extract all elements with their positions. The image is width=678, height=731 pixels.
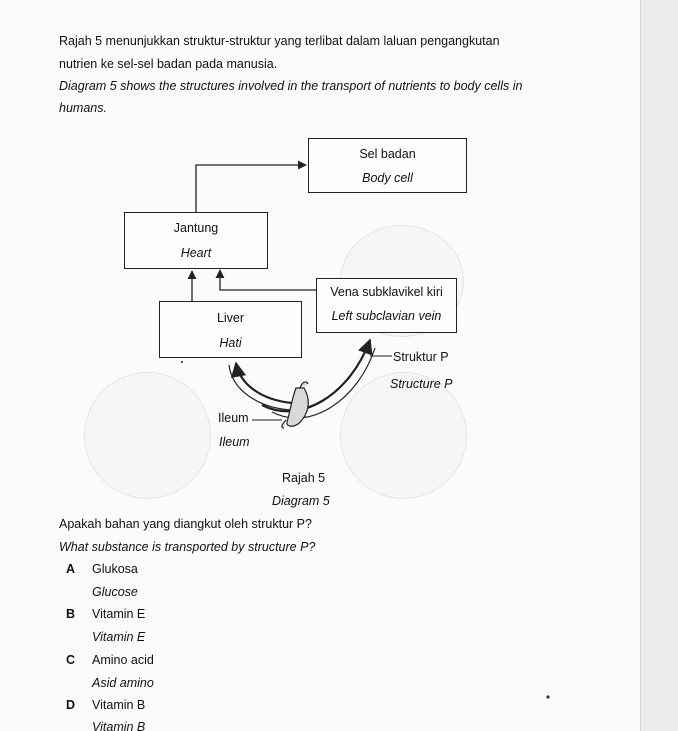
ileum-label-english: Ileum <box>219 435 250 449</box>
heart-box <box>124 212 268 269</box>
speck <box>181 361 183 363</box>
heart-to-body-cell-arrow <box>196 165 306 212</box>
option-c-english: Asid amino <box>92 676 154 690</box>
option-d-malay: Vitamin B <box>92 698 146 712</box>
body-cell-box <box>308 138 467 193</box>
option-c-malay: Amino acid <box>92 653 154 667</box>
question-english: What substance is transported by structure P? <box>59 540 316 554</box>
body-cell-label-english: Body cell <box>362 171 413 185</box>
intro-english-line-2: humans. <box>59 101 107 115</box>
option-d-letter: D <box>66 698 76 712</box>
vein-to-heart-arrow <box>220 270 316 290</box>
diagram-caption-english: Diagram 5 <box>272 494 330 508</box>
option-a-malay: Glukosa <box>92 562 138 576</box>
left-subclavian-vein-box <box>316 278 457 333</box>
liver-box <box>159 301 302 358</box>
option-d-english: Vitamin B <box>92 720 146 731</box>
intro-english-line-1: Diagram 5 shows the structures involved in the transport of nutrients to body cells in <box>59 79 523 93</box>
liver-label-english: Liver <box>216 311 245 325</box>
vein-label-malay: Vena subklavikel kiri <box>330 285 443 299</box>
intro-malay-line-2: nutrien ke sel-sel badan pada manusia. <box>59 57 278 71</box>
option-b-english: Vitamin E <box>92 630 146 644</box>
heart-label-english: Heart <box>180 246 212 260</box>
hepatic-portal-vessel <box>229 363 292 410</box>
body-cell-label-malay: Sel badan <box>359 147 416 161</box>
heart-label-malay: Jantung <box>173 221 219 235</box>
vein-label-english: Left subclavian vein <box>331 309 442 323</box>
liver-label-malay: Hati <box>219 336 242 350</box>
question-malay: Apakah bahan yang diangkut oleh struktur P? <box>59 517 312 531</box>
diagram-caption-malay: Rajah 5 <box>282 471 326 485</box>
intro-malay-line-1: Rajah 5 menunjukkan struktur-struktur yang terlibat dalam laluan pengangkutan <box>59 34 500 48</box>
option-b-letter: B <box>66 607 76 621</box>
structure-p-label-english: Structure P <box>390 377 453 391</box>
villus-sketch <box>282 382 308 428</box>
option-a-letter: A <box>66 562 76 576</box>
option-c-letter: C <box>66 653 76 667</box>
option-b-malay: Vitamin E <box>92 607 146 621</box>
viewer-side-panel <box>641 0 678 731</box>
option-a-english: Glucose <box>92 585 138 599</box>
ileum-label-malay: Ileum <box>218 411 249 425</box>
speck <box>546 695 549 698</box>
structure-p-label-malay: Struktur P <box>393 350 449 364</box>
